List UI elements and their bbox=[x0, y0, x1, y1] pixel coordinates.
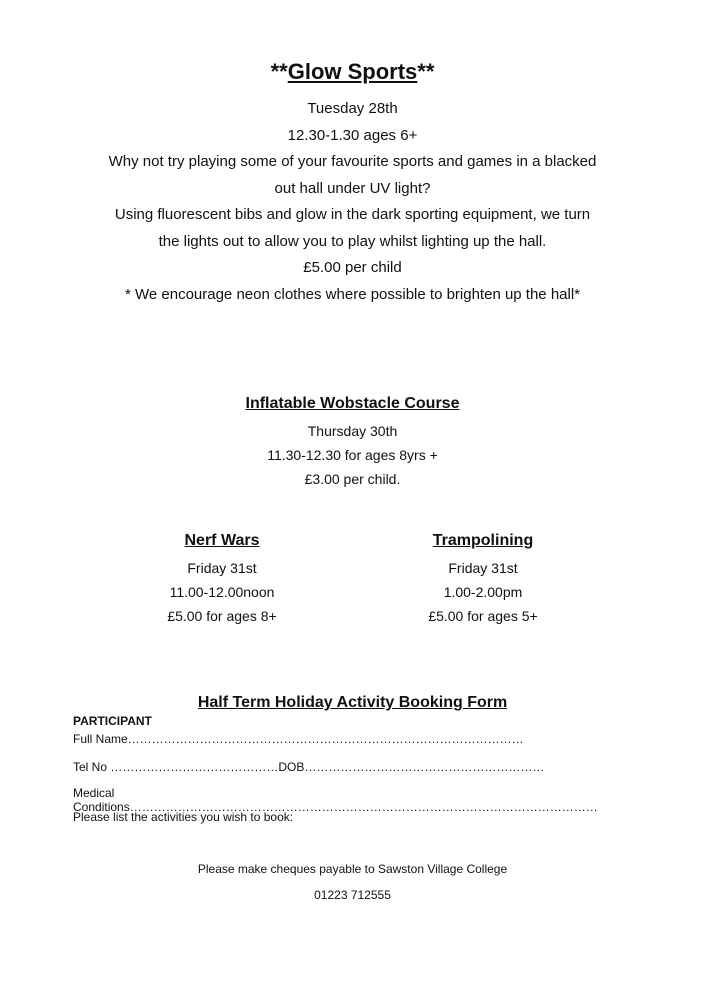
nerf-wars-price: £5.00 for ages 8+ bbox=[167, 608, 277, 624]
glow-description: out hall under UV light? bbox=[274, 179, 431, 197]
glow-sports-title bbox=[0, 58, 705, 86]
medical-conditions-field[interactable]: Medical Conditions……………………………………………………………………………………………………… bbox=[73, 786, 598, 814]
glow-price: £5.00 per child bbox=[303, 259, 402, 276]
glow-note: * We encourage neon clothes where possible to brighten up the hall* bbox=[124, 285, 581, 303]
glow-date: Tuesday 28th bbox=[307, 100, 398, 117]
tel-dob-field[interactable]: Tel No ……………………………………DOB…………………………………………………… bbox=[73, 760, 545, 774]
trampolining-section bbox=[383, 530, 583, 628]
wobstacle-price: £3.00 per child. bbox=[304, 471, 401, 487]
full-name-field[interactable]: Full Name……………………………………………………………………………………… bbox=[73, 732, 524, 746]
title-suffix: ** bbox=[417, 59, 435, 84]
nerf-wars-section bbox=[122, 530, 322, 628]
cheques-note: Please make cheques payable to Sawston Village College bbox=[197, 862, 508, 876]
title-text: Glow Sports bbox=[287, 59, 418, 84]
phone-number: 01223 712555 bbox=[314, 888, 391, 902]
trampolining-time: 1.00-2.00pm bbox=[443, 584, 523, 600]
booking-form-title: Half Term Holiday Activity Booking Form bbox=[197, 694, 508, 711]
nerf-wars-date: Friday 31st bbox=[187, 560, 257, 576]
trampolining-date: Friday 31st bbox=[448, 560, 518, 576]
glow-description: Why not try playing some of your favourite sports and games in a blacked bbox=[108, 153, 597, 170]
wobstacle-section bbox=[0, 393, 705, 491]
wobstacle-date: Thursday 30th bbox=[307, 423, 398, 439]
glow-time: 12.30-1.30 ages 6+ bbox=[287, 126, 418, 144]
glow-description: the lights out to allow you to play whilst lighting up the hall. bbox=[158, 232, 547, 250]
activities-prompt: Please list the activities you wish to book: bbox=[73, 810, 294, 824]
booking-form bbox=[73, 714, 633, 824]
trampolining-title: Trampolining bbox=[432, 532, 534, 549]
title-prefix: ** bbox=[270, 59, 288, 84]
glow-sports-section bbox=[0, 58, 705, 308]
trampolining-price: £5.00 for ages 5+ bbox=[428, 608, 538, 624]
wobstacle-title: Inflatable Wobstacle Course bbox=[245, 395, 460, 412]
nerf-wars-time: 11.00-12.00noon bbox=[169, 584, 275, 600]
participant-heading: PARTICIPANT bbox=[73, 714, 152, 728]
glow-description: Using fluorescent bibs and glow in the dark sporting equipment, we turn bbox=[114, 206, 591, 223]
wobstacle-time: 11.30-12.30 for ages 8yrs + bbox=[267, 447, 438, 463]
nerf-wars-title: Nerf Wars bbox=[184, 532, 260, 549]
